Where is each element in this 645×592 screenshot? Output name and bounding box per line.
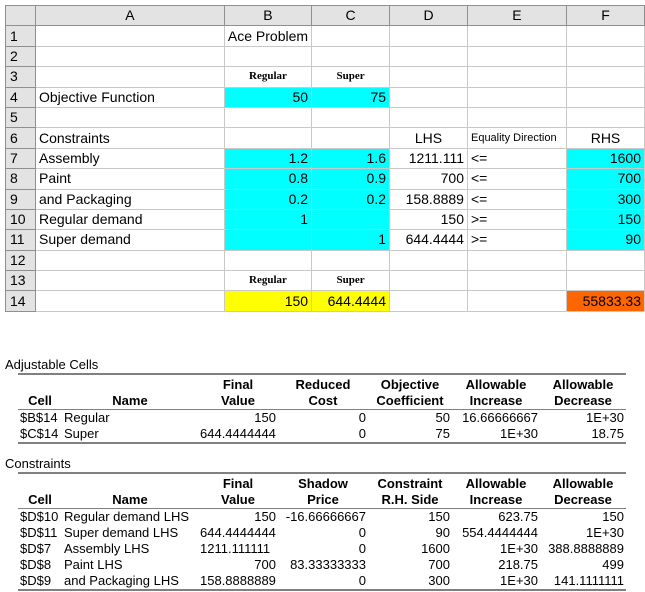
header-cell: Value bbox=[198, 393, 278, 410]
allowable-increase: 1E+30 bbox=[500, 541, 538, 556]
cell[interactable]: 50 bbox=[224, 87, 311, 107]
row-header[interactable]: 12 bbox=[6, 250, 36, 270]
column-header-f[interactable]: F bbox=[566, 6, 644, 26]
cell-name: Assembly LHS bbox=[64, 541, 150, 556]
sheet-row bbox=[6, 189, 645, 209]
cell[interactable] bbox=[566, 46, 644, 66]
cell[interactable] bbox=[467, 67, 566, 87]
cell[interactable]: 1 bbox=[224, 209, 311, 229]
cell-name: and Packaging LHS bbox=[62, 573, 198, 590]
column-header-a[interactable]: A bbox=[35, 6, 224, 26]
final-value: 150 bbox=[254, 410, 276, 425]
row-header[interactable]: 1 bbox=[6, 26, 36, 46]
cell[interactable]: Constraints bbox=[35, 128, 224, 148]
allowable-decrease: 499 bbox=[602, 557, 624, 572]
cell[interactable]: Equality Direction bbox=[467, 128, 566, 148]
header-cell: Price bbox=[278, 492, 368, 509]
column-header-d[interactable]: D bbox=[390, 6, 468, 26]
allowable-increase: 623.75 bbox=[498, 509, 538, 524]
row-header[interactable]: 9 bbox=[6, 189, 36, 209]
column-header-row bbox=[6, 6, 645, 26]
shadow-price: 0 bbox=[278, 573, 368, 590]
cell[interactable] bbox=[390, 107, 468, 127]
cell[interactable]: Regular bbox=[224, 67, 311, 87]
cell[interactable] bbox=[312, 107, 390, 127]
table-row bbox=[18, 573, 626, 590]
table-row bbox=[18, 557, 626, 573]
sheet-row bbox=[6, 107, 645, 127]
cell[interactable] bbox=[390, 271, 468, 291]
table-row bbox=[18, 509, 626, 526]
column-header-b[interactable]: B bbox=[224, 6, 311, 26]
cell[interactable] bbox=[312, 26, 390, 46]
objective-coefficient: 50 bbox=[435, 410, 450, 425]
sheet-row bbox=[6, 46, 645, 66]
sheet-row bbox=[6, 148, 645, 168]
allowable-increase: 554.4444444 bbox=[462, 525, 538, 540]
cell[interactable] bbox=[35, 291, 224, 311]
cell[interactable]: <= bbox=[467, 189, 566, 209]
objective-coefficient: 75 bbox=[368, 426, 452, 443]
cell[interactable] bbox=[35, 46, 224, 66]
cell[interactable]: 0.2 bbox=[224, 189, 311, 209]
cell[interactable]: 644.4444 bbox=[390, 230, 468, 250]
cell[interactable]: 700 bbox=[566, 169, 644, 189]
cell[interactable] bbox=[312, 46, 390, 66]
allowable-decrease: 388.8888889 bbox=[548, 541, 624, 556]
allowable-increase: 218.75 bbox=[498, 557, 538, 572]
header-cell: Constraint bbox=[368, 473, 452, 492]
reduced-cost: 0 bbox=[278, 426, 368, 443]
cell[interactable] bbox=[467, 291, 566, 311]
cell[interactable] bbox=[467, 271, 566, 291]
cell[interactable] bbox=[224, 46, 311, 66]
constraint-rhs: 700 bbox=[428, 557, 450, 572]
table-header-row bbox=[18, 374, 626, 393]
cell[interactable]: 1211.111 bbox=[390, 148, 468, 168]
cell[interactable]: 150 bbox=[390, 209, 468, 229]
allowable-decrease: 141.1111111 bbox=[540, 573, 626, 590]
cell[interactable]: 700 bbox=[390, 169, 468, 189]
allowable-increase: 1E+30 bbox=[452, 426, 540, 443]
cell-name: Regular demand LHS bbox=[64, 509, 190, 524]
row-header[interactable]: 14 bbox=[6, 291, 36, 311]
cell[interactable] bbox=[566, 271, 644, 291]
header-cell: R.H. Side bbox=[368, 492, 452, 509]
cell[interactable] bbox=[390, 46, 468, 66]
cell[interactable]: 0.8 bbox=[224, 169, 311, 189]
shadow-price: 0 bbox=[358, 541, 366, 556]
row-header[interactable]: 13 bbox=[6, 271, 36, 291]
cell-name: Regular bbox=[64, 410, 110, 425]
table-row bbox=[18, 410, 626, 427]
allowable-decrease: 1E+30 bbox=[586, 410, 624, 425]
cell[interactable]: 0.9 bbox=[312, 169, 390, 189]
cell[interactable] bbox=[467, 26, 566, 46]
sheet-row bbox=[6, 271, 645, 291]
header-cell: Decrease bbox=[540, 492, 626, 509]
cell[interactable]: 0.2 bbox=[312, 189, 390, 209]
final-value: 150 bbox=[254, 509, 276, 524]
cell[interactable] bbox=[390, 87, 468, 107]
header-cell: Value bbox=[198, 492, 278, 509]
cell[interactable]: Super bbox=[312, 67, 390, 87]
cell[interactable]: RHS bbox=[566, 128, 644, 148]
shadow-price: -16.66666667 bbox=[285, 509, 366, 524]
row-header[interactable]: 7 bbox=[6, 148, 36, 168]
final-value: 158.8888889 bbox=[198, 573, 278, 590]
cell[interactable]: 1600 bbox=[566, 148, 644, 168]
cell-ref: $C$14 bbox=[18, 426, 62, 443]
shadow-price: 83.33333333 bbox=[290, 557, 366, 572]
cell[interactable]: and Packaging bbox=[35, 189, 224, 209]
cell-name: Super demand LHS bbox=[64, 525, 179, 540]
cell[interactable] bbox=[224, 107, 311, 127]
header-cell: Allowable bbox=[540, 473, 626, 492]
constraint-rhs: 300 bbox=[368, 573, 452, 590]
adjustable-cells-table bbox=[18, 373, 626, 444]
cell[interactable] bbox=[467, 87, 566, 107]
row-header[interactable]: 2 bbox=[6, 46, 36, 66]
header-cell: Final bbox=[198, 374, 278, 393]
table-row bbox=[18, 426, 626, 443]
constraint-rhs: 1600 bbox=[421, 541, 450, 556]
cell[interactable] bbox=[35, 250, 224, 270]
table-row bbox=[18, 525, 626, 541]
cell[interactable] bbox=[224, 230, 311, 250]
header-cell bbox=[62, 473, 198, 492]
row-header[interactable]: 3 bbox=[6, 67, 36, 87]
header-cell: Allowable bbox=[540, 374, 626, 393]
cell[interactable] bbox=[312, 209, 390, 229]
cell[interactable]: LHS bbox=[390, 128, 468, 148]
cell[interactable]: Assembly bbox=[35, 148, 224, 168]
cell[interactable]: 300 bbox=[566, 189, 644, 209]
column-header-e[interactable]: E bbox=[467, 6, 566, 26]
sheet-row bbox=[6, 26, 645, 46]
final-value: 1211.111111 bbox=[200, 541, 271, 556]
column-header-c[interactable]: C bbox=[312, 6, 390, 26]
cell[interactable] bbox=[566, 26, 644, 46]
cell[interactable]: >= bbox=[467, 230, 566, 250]
row-header[interactable]: 6 bbox=[6, 128, 36, 148]
header-cell: Reduced bbox=[278, 374, 368, 393]
allowable-decrease: 18.75 bbox=[540, 426, 626, 443]
table-header-row bbox=[18, 492, 626, 509]
select-all-corner[interactable] bbox=[6, 6, 36, 26]
table-header-row bbox=[18, 393, 626, 410]
cell[interactable] bbox=[312, 128, 390, 148]
row-header[interactable]: 11 bbox=[6, 230, 36, 250]
cell[interactable]: 150 bbox=[566, 209, 644, 229]
cell[interactable]: Regular demand bbox=[35, 209, 224, 229]
cell[interactable] bbox=[35, 107, 224, 127]
cell[interactable]: Ace Problem bbox=[224, 26, 311, 46]
cell[interactable]: Objective Function bbox=[35, 87, 224, 107]
constraint-rhs: 90 bbox=[435, 525, 450, 540]
cell-ref: $D$11 bbox=[20, 525, 58, 540]
final-value: 644.4444444 bbox=[198, 426, 278, 443]
cell[interactable] bbox=[467, 250, 566, 270]
cell[interactable] bbox=[390, 67, 468, 87]
header-cell: Objective bbox=[368, 374, 452, 393]
cell[interactable]: 1.6 bbox=[312, 148, 390, 168]
cell[interactable] bbox=[390, 250, 468, 270]
final-value: 700 bbox=[254, 557, 276, 572]
cell[interactable]: 150 bbox=[224, 291, 311, 311]
cell[interactable]: >= bbox=[467, 209, 566, 229]
header-cell bbox=[18, 473, 62, 492]
cell[interactable] bbox=[35, 271, 224, 291]
constraint-rhs: 150 bbox=[428, 509, 450, 524]
cell[interactable]: 90 bbox=[566, 230, 644, 250]
sheet-row bbox=[6, 291, 645, 311]
cell[interactable] bbox=[35, 26, 224, 46]
cell[interactable] bbox=[566, 107, 644, 127]
adjustable-cells-title: Adjustable Cells bbox=[5, 357, 99, 372]
shadow-price: 0 bbox=[358, 525, 366, 540]
cell[interactable]: 55833.33 bbox=[566, 291, 644, 311]
sheet-row bbox=[6, 128, 645, 148]
table-row bbox=[18, 541, 626, 557]
header-cell: Final bbox=[198, 473, 278, 492]
cell[interactable]: Super demand bbox=[35, 230, 224, 250]
cell[interactable] bbox=[312, 250, 390, 270]
cell-ref: $D$7 bbox=[20, 541, 52, 556]
sheet-row bbox=[6, 169, 645, 189]
allowable-increase: 1E+30 bbox=[452, 573, 540, 590]
header-cell: Increase bbox=[452, 393, 540, 410]
row-header[interactable]: 4 bbox=[6, 87, 36, 107]
cell[interactable]: 1.2 bbox=[224, 148, 311, 168]
reduced-cost: 0 bbox=[358, 410, 366, 425]
constraints-title: Constraints bbox=[5, 456, 71, 471]
final-value: 644.4444444 bbox=[200, 525, 276, 540]
header-cell: Name bbox=[62, 492, 198, 509]
header-cell: Allowable bbox=[452, 473, 540, 492]
cell[interactable] bbox=[224, 250, 311, 270]
sheet-row bbox=[6, 250, 645, 270]
cell[interactable] bbox=[467, 107, 566, 127]
header-cell: Cell bbox=[18, 492, 62, 509]
cell-ref: $D$9 bbox=[18, 573, 62, 590]
cell[interactable] bbox=[566, 67, 644, 87]
cell[interactable]: Paint bbox=[35, 169, 224, 189]
cell[interactable]: <= bbox=[467, 169, 566, 189]
allowable-decrease: 1E+30 bbox=[586, 525, 624, 540]
cell[interactable] bbox=[224, 128, 311, 148]
constraints-table bbox=[18, 472, 626, 591]
spreadsheet-grid bbox=[5, 5, 645, 312]
row-header[interactable]: 8 bbox=[6, 169, 36, 189]
cell[interactable]: Regular bbox=[224, 271, 311, 291]
cell[interactable]: <= bbox=[467, 148, 566, 168]
header-cell: Increase bbox=[452, 492, 540, 509]
cell[interactable] bbox=[390, 291, 468, 311]
cell[interactable] bbox=[467, 46, 566, 66]
header-cell: Name bbox=[62, 393, 198, 410]
cell[interactable] bbox=[35, 67, 224, 87]
cell[interactable]: 1 bbox=[312, 230, 390, 250]
cell[interactable] bbox=[566, 250, 644, 270]
sheet-row bbox=[6, 87, 645, 107]
allowable-increase: 16.66666667 bbox=[462, 410, 538, 425]
sheet-row bbox=[6, 67, 645, 87]
cell-ref: $D$8 bbox=[20, 557, 52, 572]
row-header[interactable]: 10 bbox=[6, 209, 36, 229]
header-cell: Allowable bbox=[452, 374, 540, 393]
header-cell: Decrease bbox=[540, 393, 626, 410]
table-header-row bbox=[18, 473, 626, 492]
cell[interactable] bbox=[390, 26, 468, 46]
cell[interactable]: Super bbox=[312, 271, 390, 291]
cell-name: Super bbox=[62, 426, 198, 443]
sheet-row bbox=[6, 230, 645, 250]
header-cell: Cell bbox=[18, 393, 62, 410]
cell-ref: $B$14 bbox=[20, 410, 58, 425]
row-header[interactable]: 5 bbox=[6, 107, 36, 127]
cell-ref: $D$10 bbox=[20, 509, 59, 524]
cell-name: Paint LHS bbox=[64, 557, 123, 572]
header-cell bbox=[62, 374, 198, 393]
cell[interactable] bbox=[566, 87, 644, 107]
cell[interactable]: 75 bbox=[312, 87, 390, 107]
header-cell bbox=[18, 374, 62, 393]
cell[interactable]: 158.8889 bbox=[390, 189, 468, 209]
sheet-row bbox=[6, 209, 645, 229]
header-cell: Cost bbox=[278, 393, 368, 410]
header-cell: Shadow bbox=[278, 473, 368, 492]
allowable-decrease: 150 bbox=[602, 509, 624, 524]
header-cell: Coefficient bbox=[368, 393, 452, 410]
cell[interactable]: 644.4444 bbox=[312, 291, 390, 311]
